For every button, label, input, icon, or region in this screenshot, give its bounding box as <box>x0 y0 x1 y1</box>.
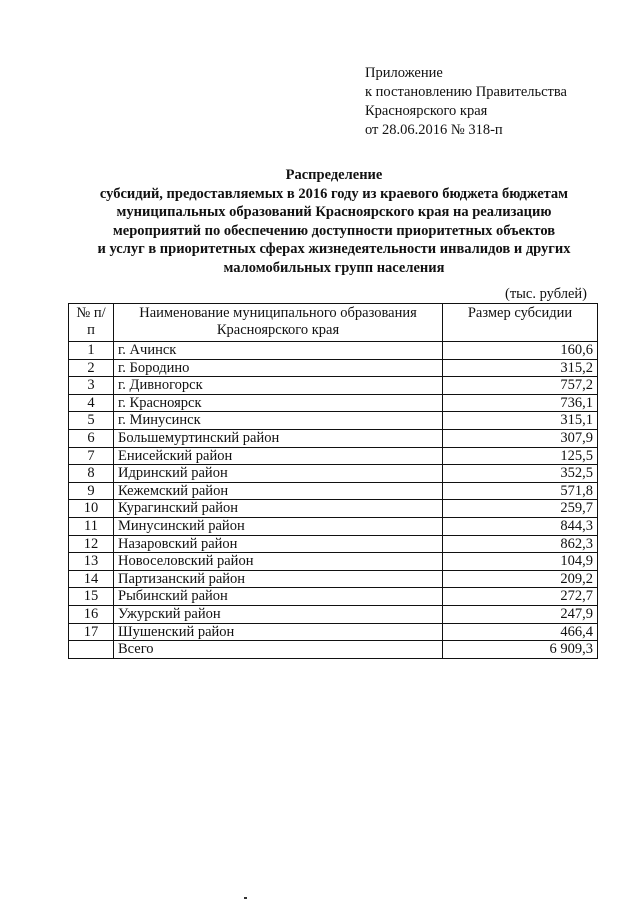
row-name: Большемуртинский район <box>114 429 443 447</box>
row-name: Рыбинский район <box>114 588 443 606</box>
row-value: 862,3 <box>443 535 598 553</box>
row-value: 259,7 <box>443 500 598 518</box>
row-name: г. Дивногорск <box>114 377 443 395</box>
appendix-line: от 28.06.2016 № 318-п <box>365 122 503 138</box>
row-name: Новоселовский район <box>114 553 443 571</box>
row-number: 3 <box>69 377 114 395</box>
row-number: 5 <box>69 412 114 430</box>
row-number: 14 <box>69 570 114 588</box>
row-number: 8 <box>69 465 114 483</box>
table-row <box>69 359 598 377</box>
heading-line: субсидий, предоставляемых в 2016 году из краевого бюджета бюджетам <box>99 185 569 202</box>
row-value: 571,8 <box>443 482 598 500</box>
row-number: 10 <box>69 500 114 518</box>
header-num: № п/п <box>69 304 114 342</box>
row-name: г. Ачинск <box>114 342 443 360</box>
total-number-cell <box>69 641 114 659</box>
row-name: Назаровский район <box>114 535 443 553</box>
row-number: 6 <box>69 429 114 447</box>
table-row <box>69 342 598 360</box>
row-value: 125,5 <box>443 447 598 465</box>
row-value: 352,5 <box>443 465 598 483</box>
row-name: Курагинский район <box>114 500 443 518</box>
table-row <box>69 465 598 483</box>
row-name: г. Красноярск <box>114 394 443 412</box>
table-row <box>69 412 598 430</box>
row-name: Минусинский район <box>114 517 443 535</box>
row-number: 2 <box>69 359 114 377</box>
appendix-block <box>365 64 567 140</box>
row-number: 16 <box>69 605 114 623</box>
row-name: г. Минусинск <box>114 412 443 430</box>
row-number: 11 <box>69 517 114 535</box>
table-row <box>69 482 598 500</box>
table-header-row <box>69 304 598 342</box>
row-number: 15 <box>69 588 114 606</box>
row-number: 12 <box>69 535 114 553</box>
row-value: 209,2 <box>443 570 598 588</box>
row-number: 7 <box>69 447 114 465</box>
table-body <box>69 342 598 659</box>
row-number: 17 <box>69 623 114 641</box>
appendix-line: к постановлению Правительства <box>365 84 567 100</box>
table-row <box>69 377 598 395</box>
table-row <box>69 535 598 553</box>
total-label: Всего <box>114 641 443 659</box>
row-value: 247,9 <box>443 605 598 623</box>
row-value: 160,6 <box>443 342 598 360</box>
table-row <box>69 553 598 571</box>
header-name: Наименование муниципального образования Красноярского края <box>114 304 443 342</box>
row-value: 104,9 <box>443 553 598 571</box>
heading-line: мероприятий по обеспечению доступности приоритетных объектов <box>112 222 556 239</box>
heading-line: маломобильных групп населения <box>223 259 445 276</box>
appendix-line: Приложение <box>365 65 443 81</box>
row-name: Енисейский район <box>114 447 443 465</box>
row-value: 315,2 <box>443 359 598 377</box>
appendix-line: Красноярского края <box>365 103 488 119</box>
table-row <box>69 588 598 606</box>
heading-line: и услуг в приоритетных сферах жизнедеятельности инвалидов и других <box>97 241 571 258</box>
row-value: 466,4 <box>443 623 598 641</box>
row-value: 844,3 <box>443 517 598 535</box>
total-row <box>69 641 598 659</box>
document-heading <box>70 166 598 278</box>
row-value: 307,9 <box>443 429 598 447</box>
row-name: г. Бородино <box>114 359 443 377</box>
row-value: 272,7 <box>443 588 598 606</box>
row-name: Идринский район <box>114 465 443 483</box>
subsidy-table <box>68 303 598 659</box>
scan-mark <box>244 897 247 899</box>
table-row <box>69 429 598 447</box>
row-number: 13 <box>69 553 114 571</box>
table-row <box>69 394 598 412</box>
row-number: 1 <box>69 342 114 360</box>
heading-line: Распределение <box>285 167 383 183</box>
table-row <box>69 517 598 535</box>
row-name: Партизанский район <box>114 570 443 588</box>
table-row <box>69 623 598 641</box>
row-number: 4 <box>69 394 114 412</box>
row-value: 757,2 <box>443 377 598 395</box>
row-value: 315,1 <box>443 412 598 430</box>
row-name: Шушенский район <box>114 623 443 641</box>
row-name: Кежемский район <box>114 482 443 500</box>
row-value: 736,1 <box>443 394 598 412</box>
table-row <box>69 447 598 465</box>
total-value: 6 909,3 <box>443 641 598 659</box>
table-row <box>69 605 598 623</box>
row-number: 9 <box>69 482 114 500</box>
header-value: Размер субсидии <box>443 304 598 342</box>
table-row <box>69 570 598 588</box>
unit-label: (тыс. рублей) <box>505 286 587 302</box>
heading-line: муниципальных образований Красноярского края на реализацию <box>116 204 552 221</box>
table-row <box>69 500 598 518</box>
row-name: Ужурский район <box>114 605 443 623</box>
